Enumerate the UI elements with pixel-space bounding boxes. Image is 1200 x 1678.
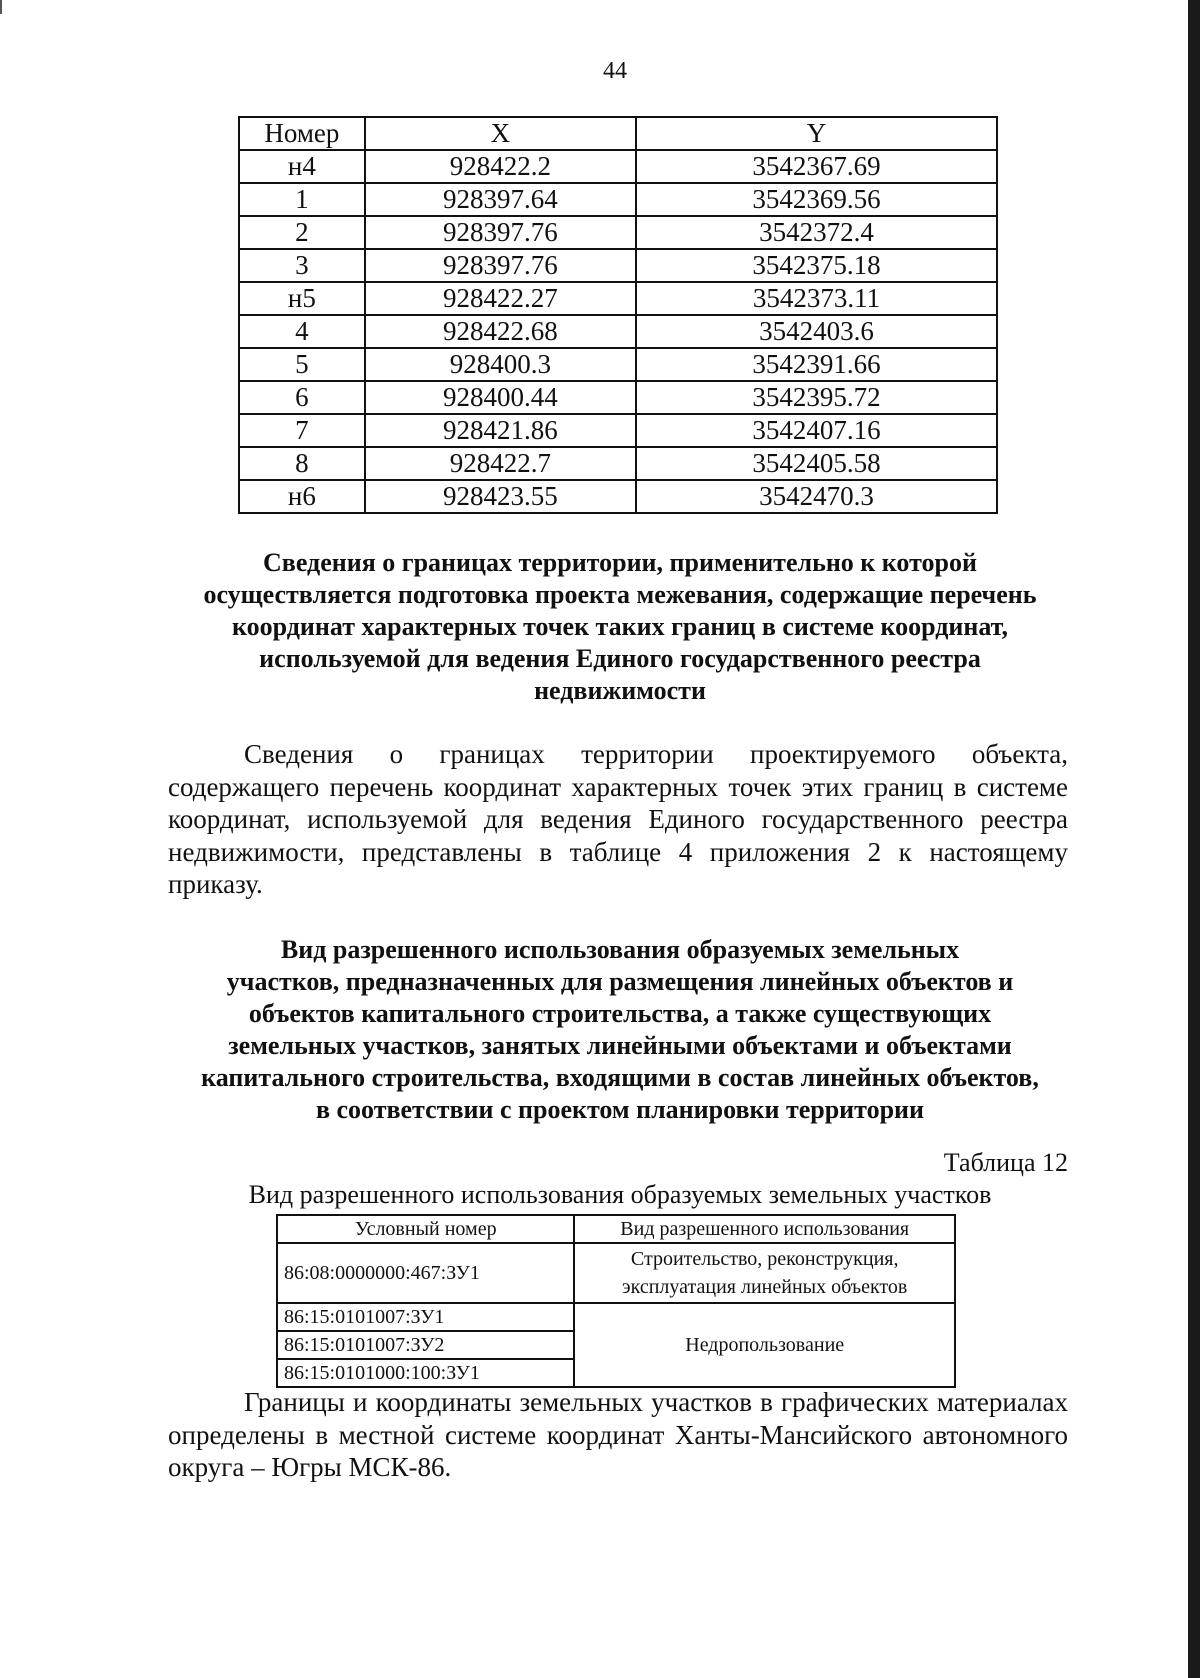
heading-line: используемой для ведения Единого государственного реестра (259, 644, 981, 673)
coordinates-row (239, 447, 997, 480)
point-number: 6 (239, 381, 365, 414)
parcel-number: 86:15:0101007:ЗУ1 (277, 1303, 574, 1331)
x-value: 928422.68 (365, 315, 636, 348)
header-y: Y (636, 117, 997, 150)
x-value: 928421.86 (365, 414, 636, 447)
heading-line: капитального строительства, входящими в состав линейных объектов, (201, 1063, 1039, 1092)
usage-row (277, 1303, 955, 1331)
coordinates-row (239, 150, 997, 183)
usage-header-row (277, 1215, 955, 1243)
x-value: 928400.3 (365, 348, 636, 381)
header-number: Номер (239, 117, 365, 150)
coordinates-body (239, 150, 997, 513)
point-number: 8 (239, 447, 365, 480)
point-number: н6 (239, 480, 365, 513)
x-value: 928400.44 (365, 381, 636, 414)
y-value: 3542372.4 (636, 216, 997, 249)
x-value: 928397.76 (365, 216, 636, 249)
y-value: 3542407.16 (636, 414, 997, 447)
table-number-label: Таблица 12 (943, 1148, 1068, 1177)
point-number: 1 (239, 183, 365, 216)
point-number: 3 (239, 249, 365, 282)
y-value: 3542369.56 (636, 183, 997, 216)
point-number: 2 (239, 216, 365, 249)
heading-line: Сведения о границах территории, применительно к которой (263, 548, 977, 577)
coordinates-row (239, 381, 997, 414)
point-number: 7 (239, 414, 365, 447)
x-value: 928397.64 (365, 183, 636, 216)
y-value: 3542375.18 (636, 249, 997, 282)
heading-line: недвижимости (534, 676, 706, 705)
heading-line: Вид разрешенного использования образуемых земельных (280, 935, 960, 964)
scan-edge-left (0, 0, 2, 14)
section-heading-boundaries (160, 547, 1080, 707)
coordinates-row (239, 315, 997, 348)
x-value: 928422.7 (365, 447, 636, 480)
x-value: 928423.55 (365, 480, 636, 513)
coordinates-row (239, 282, 997, 315)
paragraph-coordinate-system: Границы и координаты земельных участков в графических материалах определены в местной системе координат Ханты-Мансийского автономного округа – Югры МСК-86. (168, 1387, 1068, 1482)
coordinates-row (239, 480, 997, 513)
point-number: н4 (239, 150, 365, 183)
permitted-use-value (574, 1243, 955, 1303)
page-number: 44 (603, 58, 627, 84)
coordinates-row (239, 348, 997, 381)
heading-line: осуществляется подготовка проекта межевания, содержащие перечень (203, 580, 1037, 609)
x-value: 928422.2 (365, 150, 636, 183)
usage-line: Строительство, реконструкция, (630, 1248, 899, 1270)
y-value: 3542373.11 (636, 282, 997, 315)
permitted-use-table (276, 1214, 956, 1388)
x-value: 928422.27 (365, 282, 636, 315)
heading-line: участков, предназначенных для размещения линейных объектов и (226, 967, 1014, 996)
heading-line: координат характерных точек таких границ в системе координат, (232, 612, 1008, 641)
permitted-use-value: Недропользование (574, 1303, 955, 1387)
y-value: 3542391.66 (636, 348, 997, 381)
coordinates-row (239, 249, 997, 282)
parcel-number: 86:15:0101007:ЗУ2 (277, 1331, 574, 1359)
usage-line: эксплуатация линейных объектов (622, 1276, 908, 1298)
point-number: 4 (239, 315, 365, 348)
point-number: н5 (239, 282, 365, 315)
y-value: 3542395.72 (636, 381, 997, 414)
heading-line: объектов капитального строительства, а также существующих (248, 999, 992, 1028)
table-caption: Вид разрешенного использования образуемых земельных участков (248, 1180, 992, 1209)
paragraph-boundaries-info: Сведения о границах территории проектируемого объекта, содержащего перечень координат характерных точек этих границ в системе координат, используемой для ведения Единого государственного реестра недвижимости, представлены в таблице 4 приложения 2 к настоящему приказу. (168, 739, 1068, 899)
heading-line: земельных участков, занятых линейными объектами и объектами (228, 1031, 1012, 1060)
coordinates-row (239, 183, 997, 216)
section-heading-permitted-use (160, 934, 1080, 1126)
scan-edge-right (1188, 0, 1200, 1678)
parcel-number: 86:15:0101000:100:ЗУ1 (277, 1359, 574, 1387)
header-x: X (365, 117, 636, 150)
parcel-number: 86:08:0000000:467:ЗУ1 (277, 1243, 574, 1303)
y-value: 3542403.6 (636, 315, 997, 348)
y-value: 3542405.58 (636, 447, 997, 480)
heading-line: в соответствии с проектом планировки территории (315, 1095, 925, 1124)
coordinates-header-row (239, 117, 997, 150)
header-conditional-number: Условный номер (277, 1215, 574, 1243)
y-value: 3542470.3 (636, 480, 997, 513)
point-number: 5 (239, 348, 365, 381)
coordinates-table (238, 116, 998, 514)
header-permitted-use: Вид разрешенного использования (574, 1215, 955, 1243)
usage-row (277, 1243, 955, 1303)
y-value: 3542367.69 (636, 150, 997, 183)
coordinates-row (239, 216, 997, 249)
coordinates-row (239, 414, 997, 447)
x-value: 928397.76 (365, 249, 636, 282)
